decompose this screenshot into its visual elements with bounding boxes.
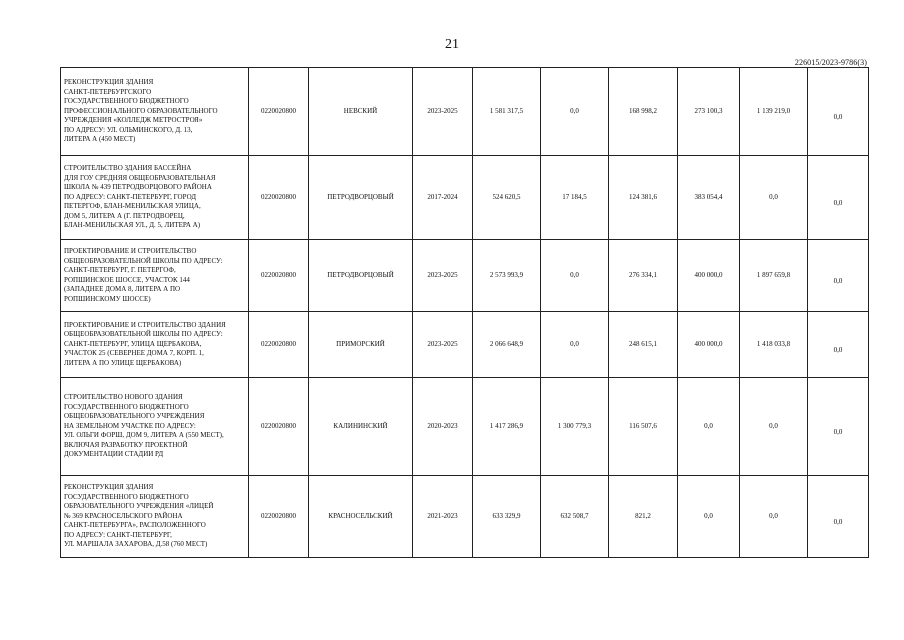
spent-before-cell: 0,0 [541, 68, 609, 156]
district-cell: КРАСНОСЕЛЬСКИЙ [309, 476, 413, 558]
district-cell: ПРИМОРСКИЙ [309, 312, 413, 378]
table-row [61, 312, 869, 378]
spent-before-cell: 632 508,7 [541, 476, 609, 558]
page-number: 21 [445, 37, 459, 52]
remaining-amount-cell: 0,0 [808, 68, 869, 156]
spent-before-cell: 0,0 [541, 240, 609, 312]
budget-code-cell: 0220020800 [249, 68, 309, 156]
project-name-cell: РЕКОНСТРУКЦИЯ ЗДАНИЯ ГОСУДАРСТВЕННОГО БЮДЖЕТНОГО ОБРАЗОВАТЕЛЬНОГО УЧРЕЖДЕНИЯ «ЛИЦЕЙ № 369 КРАСНОСЕЛЬСКОГО РАЙОНА САНКТ-ПЕТЕРБУРГА», РАСПОЛОЖЕННОГО ПО АДРЕСУ: САНКТ-ПЕТЕРБУРГ, УЛ. МАРШАЛА ЗАХАРОВА, Д.58 (760 МЕСТ) [61, 476, 249, 558]
period-cell: 2021-2023 [413, 476, 473, 558]
period-cell: 2023-2025 [413, 68, 473, 156]
budget-code-cell: 0220020800 [249, 312, 309, 378]
document-code: 226015/2023-9786(3) [794, 58, 867, 67]
remaining-amount-cell: 0,0 [808, 476, 869, 558]
year-2-amount-cell: 0,0 [678, 476, 740, 558]
district-cell: ПЕТРОДВОРЦОВЫЙ [309, 240, 413, 312]
total-cost-cell: 1 417 286,9 [473, 378, 541, 476]
total-cost-cell: 2 066 648,9 [473, 312, 541, 378]
year-3-amount-cell: 0,0 [740, 476, 808, 558]
remaining-amount-cell: 0,0 [808, 240, 869, 312]
spent-before-cell: 1 300 779,3 [541, 378, 609, 476]
period-cell: 2023-2025 [413, 312, 473, 378]
project-name-cell: ПРОЕКТИРОВАНИЕ И СТРОИТЕЛЬСТВО ЗДАНИЯ ОБЩЕОБРАЗОВАТЕЛЬНОЙ ШКОЛЫ ПО АДРЕСУ: САНКТ-ПЕТЕРБУРГ, УЛИЦА ЩЕРБАКОВА, УЧАСТОК 25 (СЕВЕРНЕЕ ДОМА 7, КОРП. 1, ЛИТЕРА А ПО УЛИЦЕ ЩЕРБАКОВА) [61, 312, 249, 378]
year-2-amount-cell: 0,0 [678, 378, 740, 476]
year-1-amount-cell: 821,2 [609, 476, 678, 558]
table-row [61, 476, 869, 558]
district-cell: КАЛИНИНСКИЙ [309, 378, 413, 476]
investment-projects-table [60, 67, 869, 558]
total-cost-cell: 2 573 993,9 [473, 240, 541, 312]
year-2-amount-cell: 400 000,0 [678, 240, 740, 312]
table-row [61, 240, 869, 312]
period-cell: 2023-2025 [413, 240, 473, 312]
year-1-amount-cell: 124 381,6 [609, 156, 678, 240]
project-name-cell: СТРОИТЕЛЬСТВО ЗДАНИЯ БАССЕЙНА ДЛЯ ГОУ СРЕДНЯЯ ОБЩЕОБРАЗОВАТЕЛЬНАЯ ШКОЛА № 439 ПЕТРОДВОРЦОВОГО РАЙОНА ПО АДРЕСУ: САНКТ-ПЕТЕРБУРГ, ГОРОД ПЕТЕРГОФ, БЛАН-МЕНИЛЬСКАЯ УЛИЦА, ДОМ 5, ЛИТЕРА А (Г. ПЕТРОДВОРЕЦ, БЛАН-МЕНИЛЬСКАЯ УЛ., Д. 5, ЛИТЕРА А) [61, 156, 249, 240]
year-1-amount-cell: 168 998,2 [609, 68, 678, 156]
district-cell: ПЕТРОДВОРЦОВЫЙ [309, 156, 413, 240]
total-cost-cell: 524 620,5 [473, 156, 541, 240]
year-2-amount-cell: 400 000,0 [678, 312, 740, 378]
year-2-amount-cell: 383 054,4 [678, 156, 740, 240]
year-3-amount-cell: 1 418 033,8 [740, 312, 808, 378]
remaining-amount-cell: 0,0 [808, 156, 869, 240]
district-cell: НЕВСКИЙ [309, 68, 413, 156]
remaining-amount-cell: 0,0 [808, 378, 869, 476]
budget-code-cell: 0220020800 [249, 156, 309, 240]
spent-before-cell: 0,0 [541, 312, 609, 378]
year-3-amount-cell: 0,0 [740, 378, 808, 476]
table-row [61, 68, 869, 156]
table-body [61, 68, 869, 558]
budget-code-cell: 0220020800 [249, 476, 309, 558]
year-1-amount-cell: 276 334,1 [609, 240, 678, 312]
remaining-amount-cell: 0,0 [808, 312, 869, 378]
year-3-amount-cell: 0,0 [740, 156, 808, 240]
table-row [61, 378, 869, 476]
total-cost-cell: 633 329,9 [473, 476, 541, 558]
spent-before-cell: 17 184,5 [541, 156, 609, 240]
year-1-amount-cell: 248 615,1 [609, 312, 678, 378]
year-3-amount-cell: 1 897 659,8 [740, 240, 808, 312]
total-cost-cell: 1 581 317,5 [473, 68, 541, 156]
period-cell: 2020-2023 [413, 378, 473, 476]
period-cell: 2017-2024 [413, 156, 473, 240]
year-3-amount-cell: 1 139 219,0 [740, 68, 808, 156]
year-1-amount-cell: 116 507,6 [609, 378, 678, 476]
project-name-cell: ПРОЕКТИРОВАНИЕ И СТРОИТЕЛЬСТВО ОБЩЕОБРАЗОВАТЕЛЬНОЙ ШКОЛЫ ПО АДРЕСУ: САНКТ-ПЕТЕРБУРГ, Г. ПЕТЕРГОФ, РОПШИНСКОЕ ШОССЕ, УЧАСТОК 144 (ЗАПАДНЕЕ ДОМА 8, ЛИТЕРА А ПО РОПШИНСКОМУ ШОССЕ) [61, 240, 249, 312]
project-name-cell: РЕКОНСТРУКЦИЯ ЗДАНИЯ САНКТ-ПЕТЕРБУРГСКОГО ГОСУДАРСТВЕННОГО БЮДЖЕТНОГО ПРОФЕССИОНАЛЬНОГО ОБРАЗОВАТЕЛЬНОГО УЧРЕЖДЕНИЯ «КОЛЛЕДЖ МЕТРОСТРОЯ» ПО АДРЕСУ: УЛ. ОЛЬМИНСКОГО, Д. 13, ЛИТЕРА А (450 МЕСТ) [61, 68, 249, 156]
budget-code-cell: 0220020800 [249, 240, 309, 312]
project-name-cell: СТРОИТЕЛЬСТВО НОВОГО ЗДАНИЯ ГОСУДАРСТВЕННОГО БЮДЖЕТНОГО ОБЩЕОБРАЗОВАТЕЛЬНОГО УЧРЕЖДЕНИЯ НА ЗЕМЕЛЬНОМ УЧАСТКЕ ПО АДРЕСУ: УЛ. ОЛЬГИ ФОРШ, ДОМ 9, ЛИТЕРА А (550 МЕСТ), ВКЛЮЧАЯ РАЗРАБОТКУ ПРОЕКТНОЙ ДОКУМЕНТАЦИИ СТАДИИ РД [61, 378, 249, 476]
budget-code-cell: 0220020800 [249, 378, 309, 476]
year-2-amount-cell: 273 100,3 [678, 68, 740, 156]
table-row [61, 156, 869, 240]
